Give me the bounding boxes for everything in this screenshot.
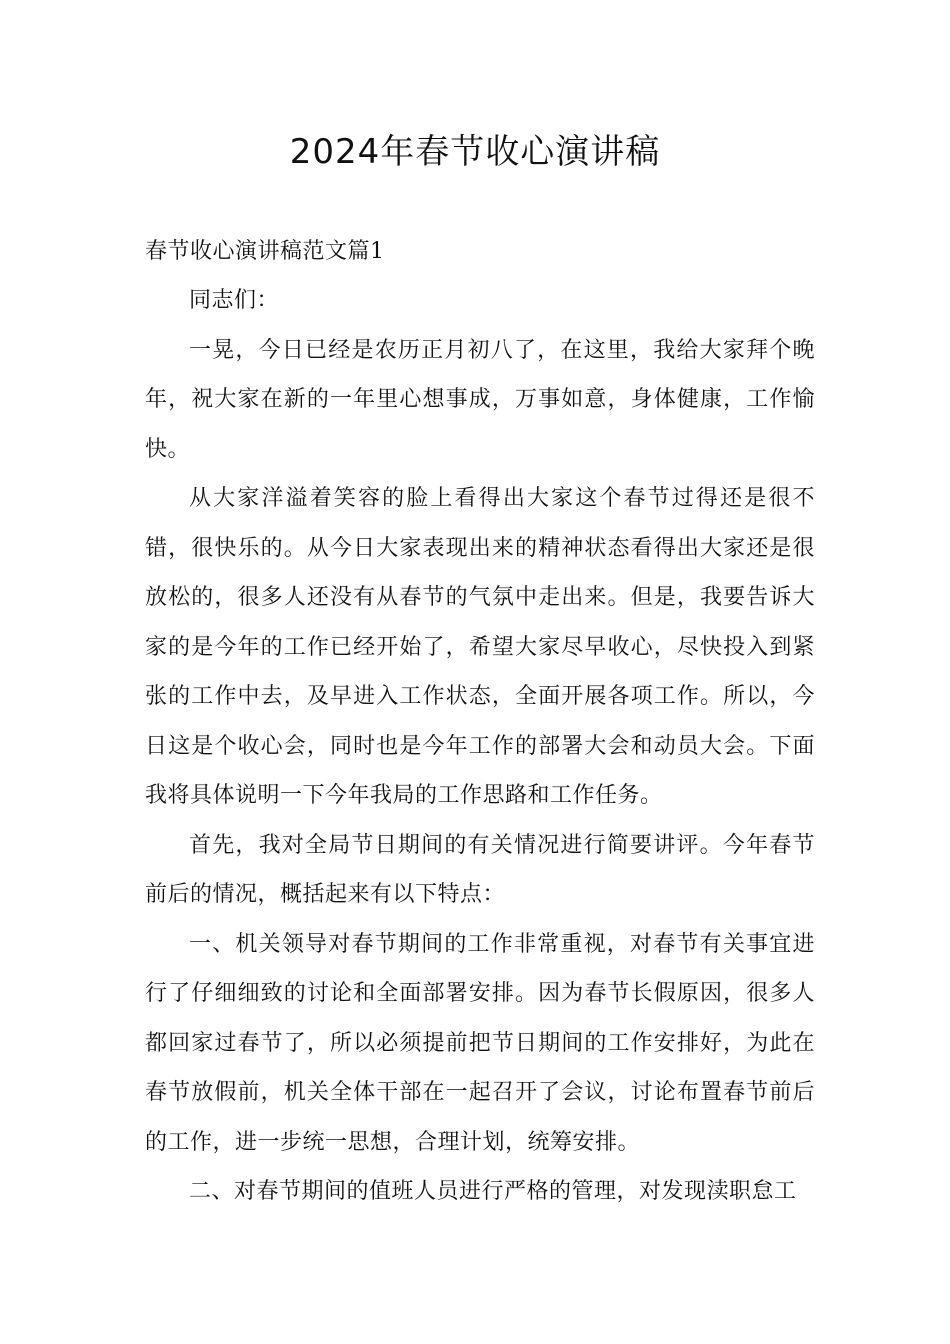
paragraph-point-two: 二、对春节期间的值班人员进行严格的管理，对发现渎职怠工: [189, 1179, 797, 1204]
paragraph-salutation: 同志们：: [189, 288, 280, 313]
document-title: 2024年春节收心演讲稿: [289, 132, 661, 172]
document-body: [145, 276, 815, 1217]
section-subtitle: 春节收心演讲稿范文篇1: [145, 239, 385, 264]
paragraph-greeting: 一晃，今日已经是农历正月初八了，在这里，我给大家拜个晚年，祝大家在新的一年里心想事成，万事如意，身体健康，工作愉快。: [145, 337, 815, 462]
paragraph-review-intro: 首先，我对全局节日期间的有关情况进行简要讲评。今年春节前后的情况，概括起来有以下特点：: [145, 832, 815, 907]
paragraph-state: 从大家洋溢着笑容的脸上看得出大家这个春节过得还是很不错，很快乐的。从今日大家表现出来的精神状态看得出大家还是很放松的，很多人还没有从春节的气氛中走出来。但是，我要告诉大家的是今年的工作已经开始了，希望大家尽早收心，尽快投入到紧张的工作中去，及早进入工作状态，全面开展各项工作。所以，今日这是个收心会，同时也是今年工作的部署大会和动员大会。下面我将具体说明一下今年我局的工作思路和工作任务。: [145, 486, 815, 808]
paragraph-point-one: 一、机关领导对春节期间的工作非常重视，对春节有关事宜进行了仔细细致的讨论和全面部署安排。因为春节长假原因，很多人都回家过春节了，所以必须提前把节日期间的工作安排好，为此在春节放假前，机关全体干部在一起召开了会议，讨论布置春节前后的工作，进一步统一思想，合理计划，统筹安排。: [145, 931, 815, 1155]
